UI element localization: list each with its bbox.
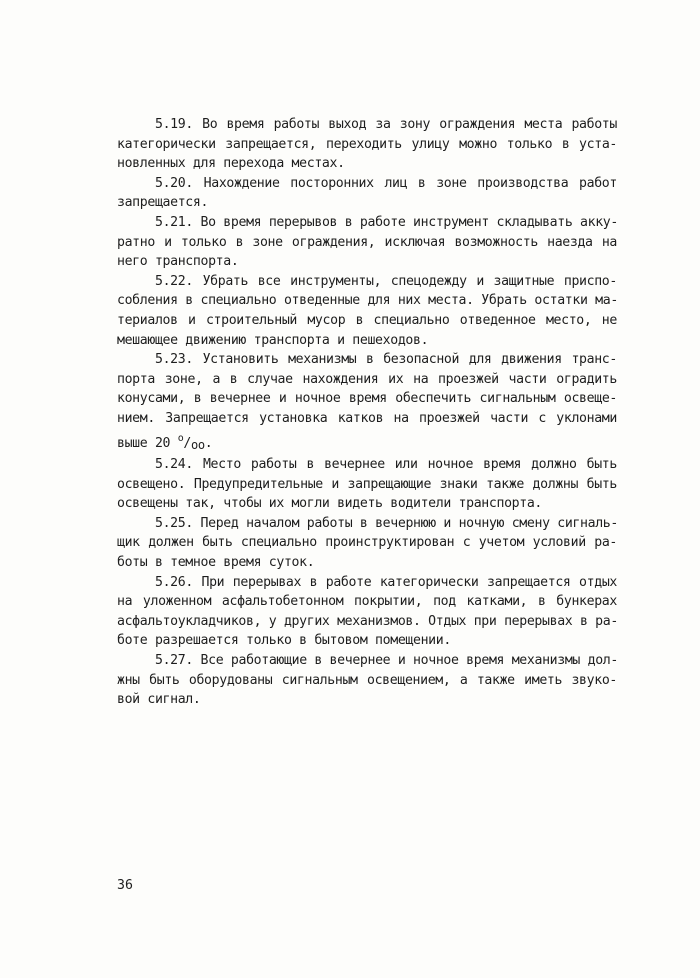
text-fragment: .: [204, 435, 213, 451]
text-line: [117, 429, 617, 456]
document-body: [117, 115, 617, 710]
paragraph-5-20: [117, 174, 617, 213]
text-line: жны быть оборудованы сигнальным освещением, а также иметь звуко-: [117, 672, 617, 688]
text-fragment: выше 20: [117, 435, 178, 451]
text-line: 5.21. Во время перерывов в работе инструмент складывать акку-: [155, 214, 618, 230]
text-line: 5.25. Перед началом работы в вечернюю и ночную смену сигналь-: [155, 515, 618, 531]
permille-superscript: о: [177, 432, 184, 444]
text-line: порта зоне, а в случае нахождения их на проезжей части оградить: [117, 371, 617, 387]
text-line: 5.20. Нахождение посторонних лиц в зоне производства работ: [155, 175, 617, 191]
text-line: асфальтоукладчиков, у других механизмов. Отдых при перерывах в ра-: [117, 613, 618, 629]
text-line: нием. Запрещается установка катков на проезжей части с уклонами: [117, 410, 617, 426]
permille-subscript: оо: [190, 437, 205, 452]
text-line: вой сигнал.: [117, 692, 201, 708]
text-line: него транспорта.: [117, 254, 239, 270]
text-line: категорически запрещается, переходить улицу можно только в уста-: [117, 136, 617, 152]
text-line: териалов и строительный мусор в специально отведенное место, не: [117, 312, 617, 328]
text-line: боте разрешается только в бытовом помещении.: [117, 633, 451, 649]
paragraph-5-19: [117, 115, 617, 174]
page-number: 36: [117, 878, 133, 893]
text-line: 5.22. Убрать все инструменты, спецодежду и защитные приспо-: [155, 273, 617, 289]
text-line: запрещается.: [117, 195, 209, 211]
text-line: освещены так, чтобы их могли видеть водители транспорта.: [117, 496, 543, 512]
text-line: новленных для перехода местах.: [117, 156, 345, 172]
paragraph-5-22: [117, 272, 617, 350]
permille-slash: /: [183, 435, 191, 451]
text-line: 5.26. При перерывах в работе категорически запрещается отдых: [155, 574, 617, 590]
text-line: 5.24. Место работы в вечернее или ночное время должно быть: [155, 457, 617, 473]
text-line: ратно и только в зоне ограждения, исключая возможность наезда на: [117, 234, 617, 250]
text-line: конусами, в вечернее и ночное время обеспечить сигнальным освеще-: [117, 391, 617, 407]
text-line: мешающее движению транспорта и пешеходов.: [117, 332, 429, 348]
text-line: на уложенном асфальтобетонном покрытии, под катками, в бункерах: [117, 594, 617, 610]
text-line: собления в специально отведенные для них места. Убрать остатки ма-: [117, 293, 618, 309]
paragraph-5-23: [117, 350, 617, 455]
text-line: 5.23. Установить механизмы в безопасной для движения транс-: [155, 352, 617, 368]
text-line: щик должен быть специально проинструктирован с учетом условий ра-: [117, 535, 617, 551]
paragraph-5-27: [117, 651, 617, 710]
paragraph-5-21: [117, 213, 617, 272]
paragraph-5-24: [117, 455, 617, 514]
text-line: освещено. Предупредительные и запрещающие знаки также должны быть: [117, 476, 617, 492]
text-line: 5.27. Все работающие в вечернее и ночное время механизмы дол-: [155, 653, 618, 669]
text-line: боты в темное время суток.: [117, 555, 315, 571]
paragraph-5-26: [117, 573, 617, 651]
paragraph-5-25: [117, 514, 617, 573]
text-line: 5.19. Во время работы выход за зону ограждения места работы: [155, 117, 617, 132]
